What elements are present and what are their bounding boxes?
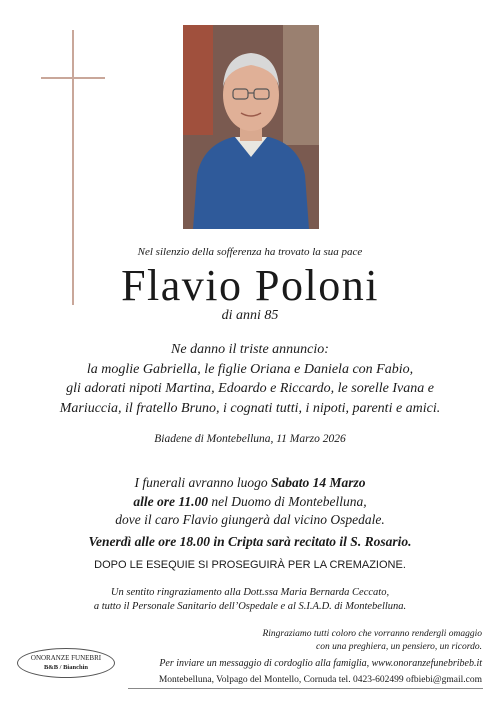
thanks-line: a tutto il Personale Sanitario dell’Ospedale e al S.I.A.D. di Montebelluna.	[93, 601, 407, 612]
closing-line: con una preghiera, un pensiero, un ricordo.	[316, 642, 482, 652]
announcement	[0, 340, 500, 418]
announcement-line: Ne danno il triste annuncio:	[171, 342, 329, 357]
place-date: Biadene di Montebelluna, 11 Marzo 2026	[154, 433, 346, 445]
announcement-line: gli adorati nipoti Martina, Edoardo e Riccardo, le sorelle Ivana e	[66, 381, 434, 396]
funeral-text: I funerali avranno luogo	[134, 475, 271, 490]
thanks-line: Un sentito ringraziamento alla Dott.ssa Maria Bernarda Ceccato,	[110, 587, 390, 598]
announcement-line: Mariuccia, il fratello Bruno, i cognati tutti, i nipoti, parenti e amici.	[59, 400, 441, 416]
funeral-text: nel Duomo di Montebelluna,	[208, 493, 367, 509]
age-text: di anni 85	[221, 308, 279, 323]
closing-text	[182, 628, 482, 654]
footer-divider	[128, 688, 483, 689]
rosary-notice: Venerdì alle ore 18.00 in Cripta sarà recitato il S. Rosario.	[88, 534, 412, 549]
cross-horizontal-bar	[41, 77, 105, 79]
intro-text: Nel silenzio della sofferenza ha trovato la sua pace	[137, 246, 363, 258]
deceased-name: Flavio Poloni	[121, 261, 379, 310]
logo-line: B&B / Bianchin	[43, 664, 89, 671]
cremation-notice: DOPO LE ESEQUIE SI PROSEGUIRÀ PER LA CREMAZIONE.	[94, 559, 406, 571]
funeral-text: dove il caro Flavio giungerà dal vicino Ospedale.	[115, 512, 385, 527]
closing-line: Ringraziamo tutti coloro che vorranno rendergli omaggio	[262, 629, 482, 639]
footer-contacts: Montebelluna, Volpago del Montello, Cornuda tel. 0423-602499 ofbiebi@gmail.com	[158, 675, 482, 685]
condolence-message: Per inviare un messaggio di cordoglio alla famiglia, www.onoranzefunebribeb.it	[159, 658, 482, 669]
funeral-date: Sabato 14 Marzo	[270, 475, 366, 490]
thanks-text	[0, 586, 500, 614]
funeral-home-logo	[17, 648, 115, 678]
funeral-info	[0, 474, 500, 530]
logo-line: ONORANZE FUNEBRI	[30, 654, 102, 662]
funeral-time: alle ore 11.00	[133, 493, 208, 509]
portrait-photo	[183, 25, 319, 229]
announcement-line: la moglie Gabriella, le figlie Oriana e Daniela con Fabio,	[86, 361, 414, 377]
